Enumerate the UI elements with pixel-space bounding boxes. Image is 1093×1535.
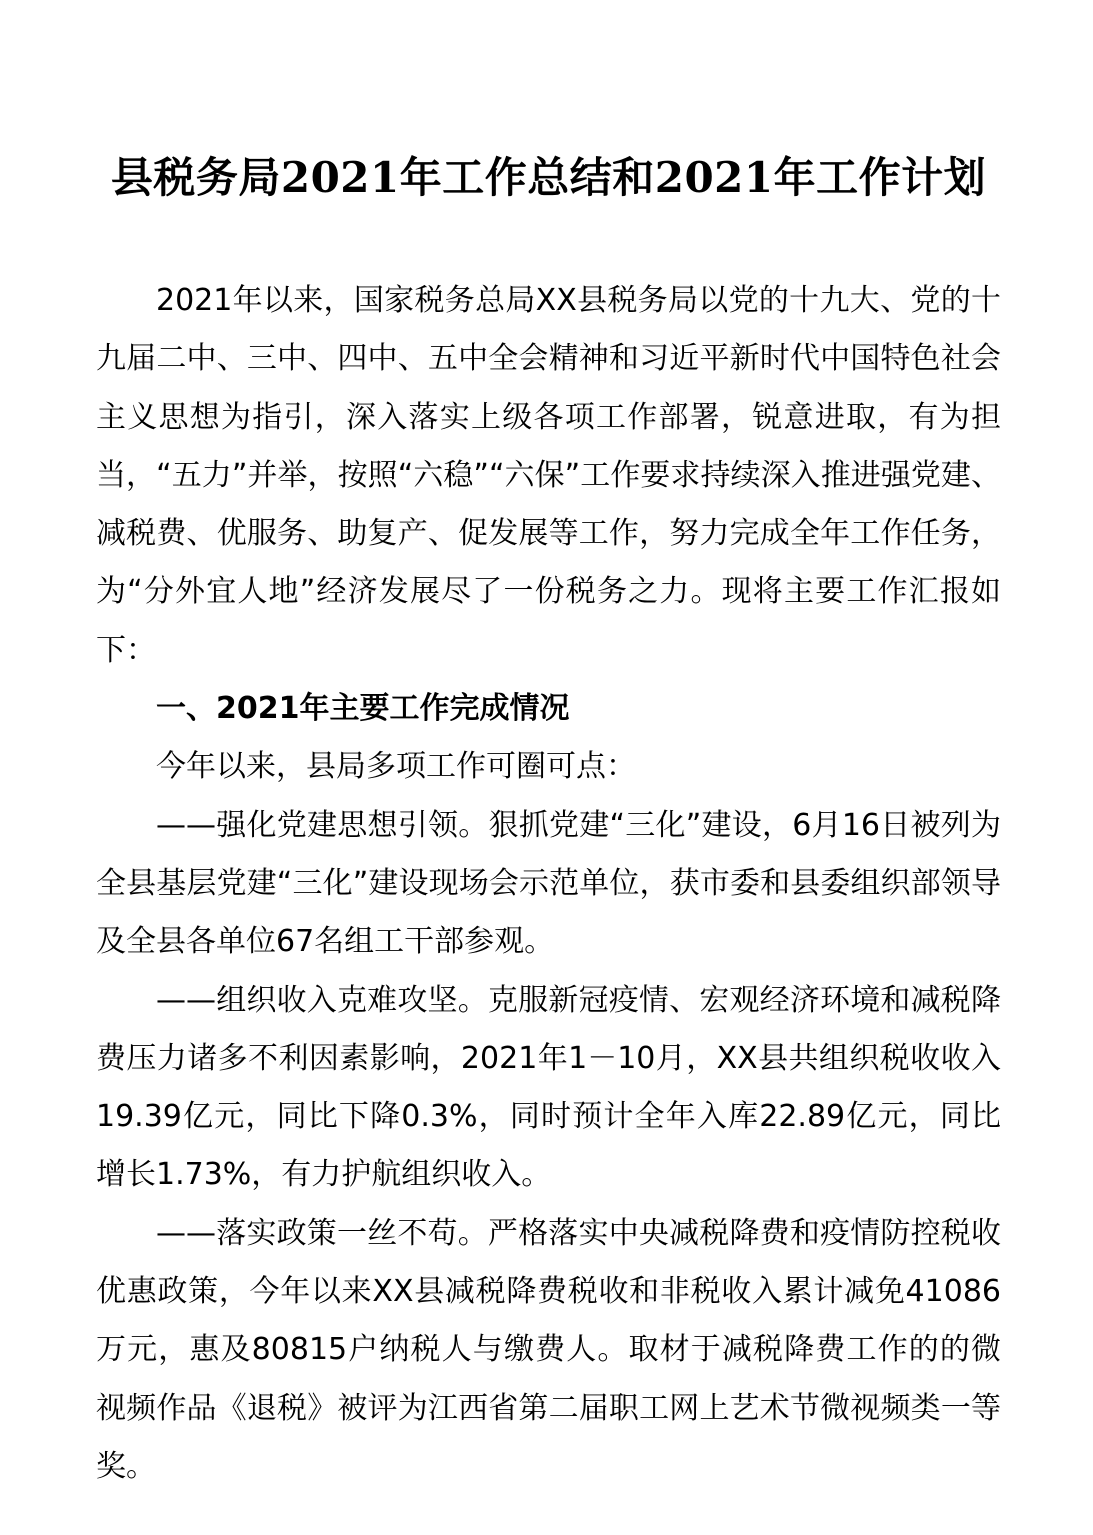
document-body: [96, 272, 1001, 1496]
intro-paragraph: 2021年以来，国家税务总局XX县税务局以党的十九大、党的十九届二中、三中、四中、五中全会精神和习近平新时代中国特色社会主义思想为指引，深入落实上级各项工作部署，锐意进取，有为担当，“五力”并举，按照“六稳”“六保”工作要求持续深入推进强党建、减税费、优服务、助复产、促发展等工作，努力完成全年工作任务，为“分外宜人地”经济发展尽了一份税务之力。现将主要工作汇报如下：: [96, 283, 1001, 668]
section-heading: 一、2021年主要工作完成情况: [156, 691, 570, 727]
section-intro-paragraph: 今年以来，县局多项工作可圈可点：: [156, 749, 636, 785]
document-title: 县税务局2021年工作总结和2021年工作计划: [110, 153, 987, 202]
party-building-paragraph: ——强化党建思想引领。狠抓党建“三化”建设，6月16日被列为全县基层党建“三化”建设现场会示范单位，获市委和县委组织部领导及全县各单位67名组工干部参观。: [96, 807, 1001, 960]
policy-paragraph: ——落实政策一丝不苟。严格落实中央减税降费和疫情防控税收优惠政策，今年以来XX县减税降费税收和非税收入累计减免41086万元，惠及80815户纳税人与缴费人。取材于减税降费工作的的微视频作品《退税》被评为江西省第二届职工网上艺术节微视频类一等奖。: [96, 1215, 1001, 1484]
revenue-paragraph: ——组织收入克难攻坚。克服新冠疫情、宏观经济环境和减税降费压力诸多不利因素影响，2021年1－10月，XX县共组织税收收入19.39亿元，同比下降0.3%，同时预计全年入库22.89亿元，同比增长1.73%，有力护航组织收入。: [96, 982, 1001, 1193]
